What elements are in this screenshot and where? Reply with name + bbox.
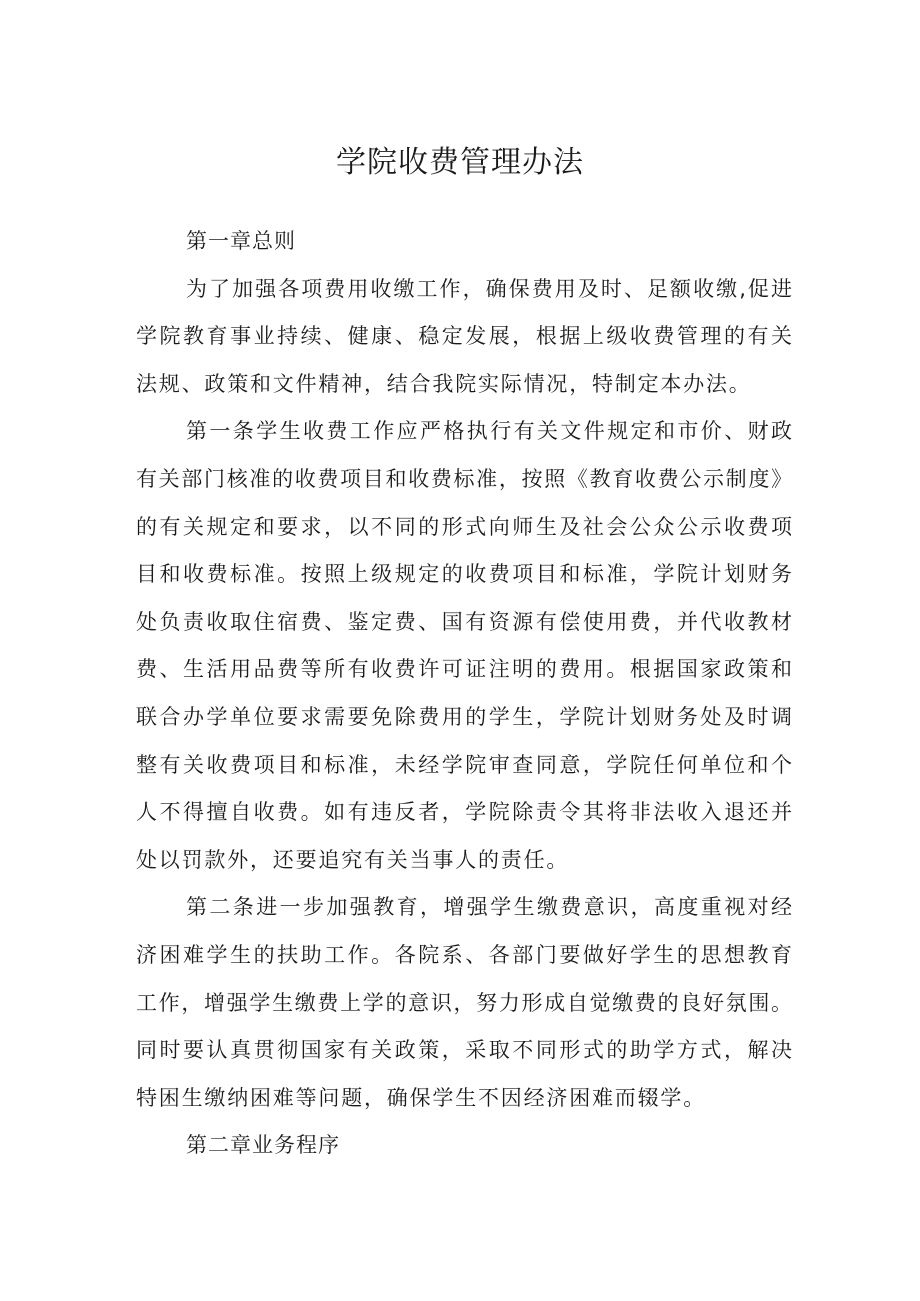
text-line: 济困难学生的扶助工作。各院系、各部门要做好学生的思想教育 bbox=[136, 942, 792, 967]
chapter-heading: 第一章总则 bbox=[186, 229, 296, 253]
text-line: 目和收费标准。按照上级规定的收费项目和标准，学院计划财务 bbox=[136, 562, 792, 587]
text-line: 人不得擅自收费。如有违反者，学院除责令其将非法收入退还并 bbox=[136, 800, 792, 825]
text-line: 第一条学生收费工作应严格执行有关文件规定和市价、财政 bbox=[186, 419, 792, 444]
text-line: 费、生活用品费等所有收费许可证注明的费用。根据国家政策和 bbox=[136, 657, 792, 682]
text-line: 特困生缴纳困难等问题，确保学生不因经济困难而辍学。 bbox=[136, 1085, 706, 1110]
text-line: 有关部门核准的收费项目和收费标准，按照《教育收费公示制度》 bbox=[136, 466, 792, 491]
text-line: 第二条进一步加强教育，增强学生缴费意识，高度重视对经 bbox=[186, 895, 792, 920]
document-body bbox=[136, 218, 792, 1170]
chapter-heading: 第二章业务程序 bbox=[186, 1133, 340, 1158]
text-line: 处以罚款外，还要追究有关当事人的责任。 bbox=[136, 847, 570, 872]
text-line: 整有关收费项目和标准，未经学院审查同意，学院任何单位和个 bbox=[136, 752, 792, 777]
text-line: 同时要认真贯彻国家有关政策，采取不同形式的助学方式，解决 bbox=[136, 1038, 792, 1063]
text-line: 处负责收取住宿费、鉴定费、国有资源有偿使用费，并代收教材 bbox=[136, 609, 792, 634]
text-line: 的有关规定和要求，以不同的形式向师生及社会公众公示收费项 bbox=[136, 514, 792, 539]
text-line: 工作，增强学生缴费上学的意识，努力形成自觉缴费的良好氛围。 bbox=[136, 990, 792, 1015]
text-line: 学院教育事业持续、健康、稳定发展，根据上级收费管理的有关 bbox=[136, 324, 792, 349]
document-title: 学院收费管理办法 bbox=[336, 145, 584, 180]
text-line: 为了加强各项费用收缴工作，确保费用及时、足额收缴,促进 bbox=[186, 276, 792, 301]
text-line: 联合办学单位要求需要免除费用的学生，学院计划财务处及时调 bbox=[136, 704, 792, 729]
text-line: 法规、政策和文件精神，结合我院实际情况，特制定本办法。 bbox=[136, 371, 752, 396]
